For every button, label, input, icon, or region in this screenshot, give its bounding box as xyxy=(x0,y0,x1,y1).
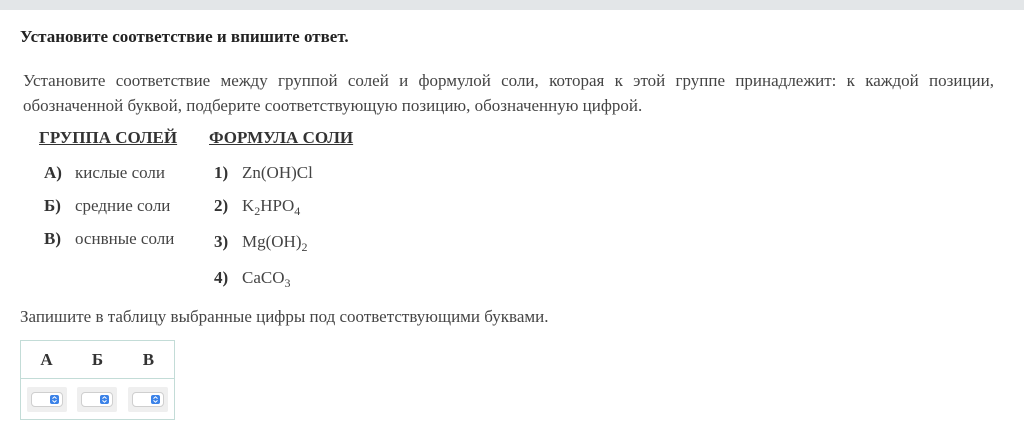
list-item-3 xyxy=(214,232,308,252)
formula-text: Zn(OH)Cl xyxy=(242,163,313,182)
item-number: 1) xyxy=(214,163,229,182)
top-bar xyxy=(0,0,1024,10)
answer-cell-a xyxy=(21,379,73,420)
answer-cell-v xyxy=(123,379,175,420)
select-box[interactable] xyxy=(81,392,113,407)
select-arrows-icon[interactable] xyxy=(151,395,160,404)
formula-subscript: 2 xyxy=(254,204,261,218)
item-text: кислые соли xyxy=(75,163,166,182)
answer-column-a: А xyxy=(21,341,73,379)
formula-text: K xyxy=(242,196,255,215)
item-number: 3) xyxy=(214,232,229,251)
select-box[interactable] xyxy=(132,392,164,407)
list-item-a xyxy=(44,163,165,183)
list-item-1 xyxy=(214,163,313,183)
formula-text: CaCO xyxy=(242,268,285,287)
formula-subscript: 4 xyxy=(294,204,301,218)
formula-text: HPO xyxy=(260,196,295,215)
item-number: 2) xyxy=(214,196,229,215)
item-letter: Б) xyxy=(44,196,61,215)
answer-select-v[interactable] xyxy=(128,387,168,412)
answer-select-a[interactable] xyxy=(27,387,67,412)
item-text: оснвные соли xyxy=(75,229,175,248)
formula-subscript: 2 xyxy=(301,240,308,254)
list-item-2 xyxy=(214,196,300,216)
list-item-v xyxy=(44,229,174,249)
list-item-4 xyxy=(214,268,291,288)
item-number: 4) xyxy=(214,268,229,287)
select-box[interactable] xyxy=(31,392,63,407)
item-text: средние соли xyxy=(75,196,171,215)
answer-table xyxy=(20,340,175,420)
item-letter: А) xyxy=(44,163,62,182)
answer-prompt: Запишите в таблицу выбранные цифры под соответствующими буквами. xyxy=(20,307,549,326)
item-letter: В) xyxy=(44,229,61,248)
task-heading: Установите соответствие и впишите ответ. xyxy=(20,27,349,46)
formula-text: Mg(OH) xyxy=(242,232,302,251)
formula-subscript: 3 xyxy=(284,276,291,290)
select-arrows-icon[interactable] xyxy=(100,395,109,404)
answer-column-b: Б xyxy=(72,341,123,379)
answer-column-v: В xyxy=(123,341,175,379)
task-instruction: Установите соответствие между группой солей и формулой соли, которая к этой группе принадлежит: к каждой позиции, обозначенной буквой, подберите соответствующую позицию, обозначенную цифрой. xyxy=(23,71,994,115)
salt-group-header: ГРУППА СОЛЕЙ xyxy=(39,128,178,147)
salt-formula-header: ФОРМУЛА СОЛИ xyxy=(209,128,354,147)
answer-cell-b xyxy=(72,379,123,420)
select-arrows-icon[interactable] xyxy=(50,395,59,404)
answer-select-b[interactable] xyxy=(77,387,117,412)
list-item-b xyxy=(44,196,170,216)
